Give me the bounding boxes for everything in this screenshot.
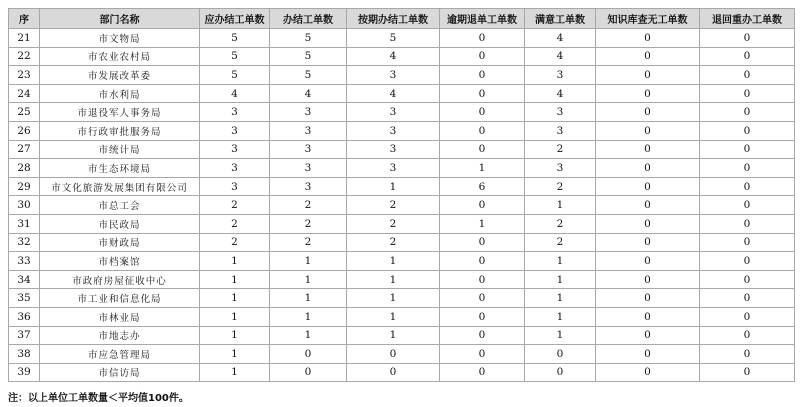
column-header: 满意工单数	[525, 9, 596, 29]
count-cell: 0	[596, 289, 700, 308]
count-cell: 4	[347, 47, 440, 66]
column-header: 知识库查无工单数	[596, 9, 700, 29]
count-cell: 2	[347, 196, 440, 215]
count-cell: 0	[596, 326, 700, 345]
count-cell: 0	[596, 121, 700, 140]
row-index-cell: 30	[9, 196, 40, 215]
header-row	[9, 9, 795, 29]
count-cell: 0	[440, 345, 525, 364]
count-cell: 0	[700, 29, 795, 48]
count-cell: 0	[440, 307, 525, 326]
count-cell: 3	[525, 66, 596, 85]
row-index-cell: 25	[9, 103, 40, 122]
department-name-cell: 市应急管理局	[40, 345, 200, 364]
department-name-cell: 市工业和信息化局	[40, 289, 200, 308]
count-cell: 0	[596, 345, 700, 364]
count-cell: 1	[270, 252, 347, 271]
count-cell: 3	[270, 140, 347, 159]
count-cell: 0	[270, 363, 347, 382]
department-name-cell: 市退役军人事务局	[40, 103, 200, 122]
count-cell: 1	[347, 307, 440, 326]
department-name-cell: 市财政局	[40, 233, 200, 252]
count-cell: 2	[525, 140, 596, 159]
department-name-cell: 市发展改革委	[40, 66, 200, 85]
count-cell: 1	[200, 270, 270, 289]
count-cell: 1	[347, 270, 440, 289]
row-index-cell: 38	[9, 345, 40, 364]
count-cell: 1	[440, 159, 525, 178]
table-row	[9, 252, 795, 271]
count-cell: 0	[270, 345, 347, 364]
count-cell: 0	[596, 103, 700, 122]
count-cell: 2	[525, 214, 596, 233]
count-cell: 2	[525, 233, 596, 252]
row-index-cell: 31	[9, 214, 40, 233]
row-index-cell: 24	[9, 84, 40, 103]
count-cell: 4	[270, 84, 347, 103]
count-cell: 3	[347, 140, 440, 159]
count-cell: 3	[200, 140, 270, 159]
count-cell: 1	[270, 270, 347, 289]
count-cell: 0	[700, 326, 795, 345]
row-index-cell: 23	[9, 66, 40, 85]
department-name-cell: 市地志办	[40, 326, 200, 345]
count-cell: 0	[440, 84, 525, 103]
count-cell: 2	[200, 196, 270, 215]
row-index-cell: 36	[9, 307, 40, 326]
count-cell: 0	[440, 140, 525, 159]
count-cell: 2	[347, 214, 440, 233]
count-cell: 1	[200, 252, 270, 271]
count-cell: 0	[700, 121, 795, 140]
count-cell: 1	[525, 307, 596, 326]
row-index-cell: 33	[9, 252, 40, 271]
row-index-cell: 34	[9, 270, 40, 289]
count-cell: 0	[700, 47, 795, 66]
count-cell: 5	[200, 47, 270, 66]
count-cell: 3	[200, 103, 270, 122]
table-row	[9, 326, 795, 345]
count-cell: 5	[200, 29, 270, 48]
count-cell: 2	[200, 214, 270, 233]
count-cell: 1	[200, 289, 270, 308]
count-cell: 3	[347, 159, 440, 178]
row-index-cell: 28	[9, 159, 40, 178]
count-cell: 3	[270, 177, 347, 196]
count-cell: 0	[700, 363, 795, 382]
count-cell: 0	[596, 159, 700, 178]
count-cell: 3	[347, 66, 440, 85]
count-cell: 3	[525, 103, 596, 122]
count-cell: 1	[200, 326, 270, 345]
count-cell: 6	[440, 177, 525, 196]
count-cell: 0	[347, 345, 440, 364]
count-cell: 3	[200, 159, 270, 178]
count-cell: 4	[525, 29, 596, 48]
department-name-cell: 市档案馆	[40, 252, 200, 271]
count-cell: 3	[347, 121, 440, 140]
department-name-cell: 市生态环境局	[40, 159, 200, 178]
count-cell: 0	[700, 159, 795, 178]
count-cell: 2	[270, 196, 347, 215]
count-cell: 0	[700, 270, 795, 289]
table-row	[9, 289, 795, 308]
count-cell: 0	[440, 270, 525, 289]
row-index-cell: 22	[9, 47, 40, 66]
count-cell: 3	[525, 159, 596, 178]
count-cell: 2	[347, 233, 440, 252]
table-body	[9, 29, 795, 382]
count-cell: 1	[200, 307, 270, 326]
work-order-table	[8, 8, 795, 382]
table-row	[9, 121, 795, 140]
count-cell: 3	[525, 121, 596, 140]
count-cell: 1	[525, 289, 596, 308]
department-name-cell: 市农业农村局	[40, 47, 200, 66]
row-index-cell: 37	[9, 326, 40, 345]
row-index-cell: 26	[9, 121, 40, 140]
count-cell: 0	[440, 363, 525, 382]
count-cell: 1	[525, 326, 596, 345]
count-cell: 5	[347, 29, 440, 48]
row-index-cell: 27	[9, 140, 40, 159]
count-cell: 0	[440, 289, 525, 308]
column-header: 部门名称	[40, 9, 200, 29]
table-row	[9, 47, 795, 66]
table-row	[9, 103, 795, 122]
count-cell: 0	[700, 307, 795, 326]
department-name-cell: 市行政审批服务局	[40, 121, 200, 140]
count-cell: 1	[347, 252, 440, 271]
count-cell: 0	[700, 84, 795, 103]
count-cell: 0	[440, 121, 525, 140]
count-cell: 0	[700, 252, 795, 271]
department-name-cell: 市水利局	[40, 84, 200, 103]
count-cell: 2	[270, 214, 347, 233]
count-cell: 0	[700, 214, 795, 233]
row-index-cell: 32	[9, 233, 40, 252]
count-cell: 3	[200, 121, 270, 140]
count-cell: 5	[270, 66, 347, 85]
count-cell: 4	[200, 84, 270, 103]
count-cell: 3	[270, 103, 347, 122]
count-cell: 0	[700, 103, 795, 122]
count-cell: 0	[440, 103, 525, 122]
count-cell: 1	[347, 326, 440, 345]
table-header	[9, 9, 795, 29]
count-cell: 1	[525, 196, 596, 215]
column-header: 应办结工单数	[200, 9, 270, 29]
count-cell: 4	[347, 84, 440, 103]
count-cell: 0	[596, 196, 700, 215]
column-header: 办结工单数	[270, 9, 347, 29]
table-row	[9, 196, 795, 215]
count-cell: 0	[596, 233, 700, 252]
count-cell: 0	[700, 177, 795, 196]
count-cell: 0	[700, 196, 795, 215]
count-cell: 4	[525, 84, 596, 103]
table-row	[9, 270, 795, 289]
department-name-cell: 市总工会	[40, 196, 200, 215]
count-cell: 0	[596, 177, 700, 196]
count-cell: 0	[596, 66, 700, 85]
count-cell: 0	[596, 252, 700, 271]
count-cell: 1	[270, 307, 347, 326]
count-cell: 0	[347, 363, 440, 382]
count-cell: 0	[440, 196, 525, 215]
count-cell: 1	[347, 289, 440, 308]
department-name-cell: 市民政局	[40, 214, 200, 233]
count-cell: 4	[525, 47, 596, 66]
count-cell: 3	[270, 121, 347, 140]
count-cell: 1	[200, 363, 270, 382]
count-cell: 0	[596, 47, 700, 66]
column-header: 按期办结工单数	[347, 9, 440, 29]
count-cell: 1	[200, 345, 270, 364]
count-cell: 3	[347, 103, 440, 122]
column-header: 退回重办工单数	[700, 9, 795, 29]
department-name-cell: 市文化旅游发展集团有限公司	[40, 177, 200, 196]
department-name-cell: 市林业局	[40, 307, 200, 326]
count-cell: 0	[700, 140, 795, 159]
count-cell: 0	[596, 270, 700, 289]
department-name-cell: 市统计局	[40, 140, 200, 159]
count-cell: 0	[525, 363, 596, 382]
table-row	[9, 66, 795, 85]
count-cell: 2	[200, 233, 270, 252]
table-row	[9, 345, 795, 364]
count-cell: 1	[525, 270, 596, 289]
column-header: 序	[9, 9, 40, 29]
count-cell: 0	[440, 233, 525, 252]
count-cell: 0	[596, 84, 700, 103]
count-cell: 3	[200, 177, 270, 196]
count-cell: 2	[270, 233, 347, 252]
table-row	[9, 307, 795, 326]
count-cell: 0	[596, 140, 700, 159]
count-cell: 1	[270, 326, 347, 345]
count-cell: 0	[525, 345, 596, 364]
table-row	[9, 140, 795, 159]
row-index-cell: 29	[9, 177, 40, 196]
table-row	[9, 233, 795, 252]
count-cell: 5	[200, 66, 270, 85]
count-cell: 0	[596, 363, 700, 382]
count-cell: 0	[440, 47, 525, 66]
row-index-cell: 35	[9, 289, 40, 308]
count-cell: 0	[596, 307, 700, 326]
count-cell: 0	[700, 345, 795, 364]
count-cell: 5	[270, 47, 347, 66]
table-row	[9, 363, 795, 382]
count-cell: 0	[440, 66, 525, 85]
count-cell: 0	[440, 252, 525, 271]
count-cell: 3	[270, 159, 347, 178]
table-row	[9, 84, 795, 103]
count-cell: 0	[700, 233, 795, 252]
count-cell: 0	[596, 29, 700, 48]
department-name-cell: 市文物局	[40, 29, 200, 48]
row-index-cell: 21	[9, 29, 40, 48]
count-cell: 0	[440, 326, 525, 345]
count-cell: 0	[596, 214, 700, 233]
column-header: 逾期退单工单数	[440, 9, 525, 29]
count-cell: 1	[347, 177, 440, 196]
count-cell: 1	[525, 252, 596, 271]
footnote: 注：以上单位工单数量＜平均值100件。	[8, 393, 189, 404]
count-cell: 0	[700, 66, 795, 85]
department-name-cell: 市政府房屋征收中心	[40, 270, 200, 289]
table-row	[9, 177, 795, 196]
count-cell: 1	[440, 214, 525, 233]
count-cell: 1	[270, 289, 347, 308]
count-cell: 0	[700, 289, 795, 308]
count-cell: 2	[525, 177, 596, 196]
table-row	[9, 214, 795, 233]
table-row	[9, 29, 795, 48]
count-cell: 5	[270, 29, 347, 48]
row-index-cell: 39	[9, 363, 40, 382]
department-name-cell: 市信访局	[40, 363, 200, 382]
table-row	[9, 159, 795, 178]
count-cell: 0	[440, 29, 525, 48]
